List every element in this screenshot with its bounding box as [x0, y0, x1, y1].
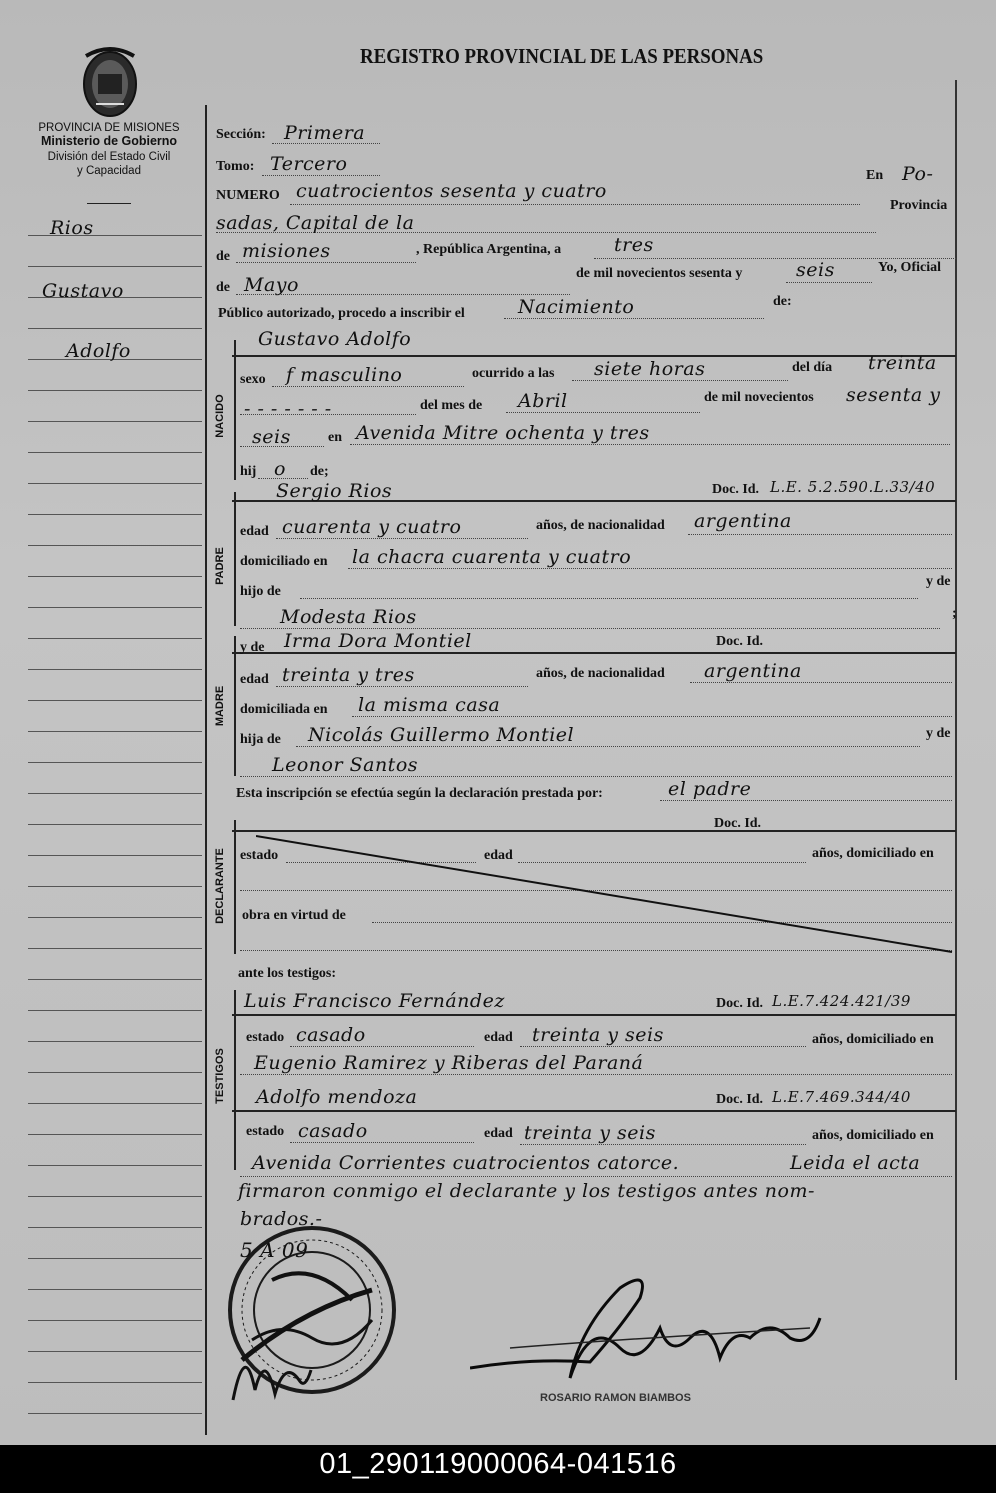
testigo-2-name: Adolfo mendoza — [256, 1086, 418, 1108]
margin-rule-line — [28, 762, 202, 763]
margin-rule-line — [28, 1382, 202, 1383]
margin-rule-line — [28, 576, 202, 577]
declarante-void-slash — [256, 834, 956, 954]
madre-y-de2-label: y de — [926, 726, 951, 741]
margin-rule-line — [28, 328, 202, 329]
margin-rule-line — [28, 824, 202, 825]
testigo-1-estado-label: estado — [246, 1030, 285, 1045]
testigo-2-doc-label: Doc. Id. — [716, 1092, 764, 1107]
testigo-1-dom-label: años, domiciliado en — [812, 1032, 934, 1047]
nacido-name: Gustavo Adolfo — [258, 328, 412, 350]
en-label: En — [866, 168, 884, 183]
lugar-value: Avenida Mitre ochenta y tres — [356, 422, 650, 444]
testigo-1-name: Luis Francisco Fernández — [244, 990, 505, 1012]
closing-line-1: Leida el acta — [790, 1152, 921, 1174]
padre-nac-label: años, de nacionalidad — [536, 518, 665, 533]
provincia-value: misiones — [242, 240, 331, 262]
madre-nac-value: argentina — [704, 660, 802, 682]
stamp-date-note: 5 A 09 — [240, 1238, 309, 1262]
padre-y-de-label: y de — [926, 574, 951, 589]
testigo-2-estado-value: casado — [298, 1120, 368, 1142]
madre-dom-label: domiciliada en — [240, 702, 328, 717]
org-line-2: Ministerio de Gobierno — [40, 134, 178, 148]
madre-y-de-label: y de — [240, 640, 265, 655]
madre-name: Irma Dora Montiel — [284, 630, 472, 652]
margin-column-rule — [205, 105, 207, 1435]
padre-progenitor: Modesta Rios — [280, 606, 417, 628]
margin-rule-line — [28, 1072, 202, 1073]
madre-edad-value: treinta y tres — [282, 664, 415, 686]
margin-rule-line — [28, 514, 202, 515]
testigo-1-edad-value: treinta y seis — [532, 1024, 664, 1046]
declarante-domicilio-label: años, domiciliado en — [812, 846, 934, 861]
madre-edad-label: edad — [240, 672, 269, 687]
padre-section-label: PADRE — [214, 547, 226, 585]
margin-rule-line — [28, 545, 202, 546]
testigo-1-estado-value: casado — [296, 1024, 366, 1046]
dia-value-2: - - - - - - - — [244, 398, 332, 420]
declaracion-value: el padre — [668, 778, 752, 800]
anio-value-1: sesenta y — [846, 384, 941, 406]
file-id-label: 01_290119000064-041516 — [319, 1448, 677, 1480]
month-value: Mayo — [244, 274, 299, 296]
madre-hija-label: hija de — [240, 732, 281, 747]
padre-doc-value: L.E. 5.2.590.L.33/40 — [770, 478, 936, 496]
margin-rule-line — [28, 886, 202, 887]
mes-label: del mes de — [420, 398, 483, 413]
testigos-intro: ante los testigos: — [238, 966, 336, 981]
padre-doc-label: Doc. Id. — [712, 482, 760, 497]
testigo-1-doc-label: Doc. Id. — [716, 996, 764, 1011]
declarante-section-label: DECLARANTE — [214, 848, 226, 924]
madre-padre-de: Nicolás Guillermo Montiel — [308, 724, 575, 746]
seccion-value: Primera — [284, 122, 366, 144]
margin-rule-line — [28, 793, 202, 794]
margin-rule-line — [28, 948, 202, 949]
testigo-1-edad-label: edad — [484, 1030, 513, 1045]
margin-rule-line — [28, 390, 202, 391]
tomo-label: Tomo: — [216, 159, 255, 174]
margin-rule-line — [28, 1165, 202, 1166]
margin-name-1: Gustavo — [42, 280, 124, 302]
testigo-2-estado-label: estado — [246, 1124, 285, 1139]
padre-hijo-label: hijo de — [240, 584, 281, 599]
numero-label: NUMERO — [216, 188, 280, 203]
margin-rule-line — [28, 1258, 202, 1259]
hijo-label: hij — [240, 464, 257, 479]
day-value: tres — [614, 234, 654, 256]
anio-label: de mil novecientos — [704, 390, 814, 405]
margin-name-2: Adolfo — [66, 340, 131, 362]
declarante-edad-label: edad — [484, 848, 513, 863]
testigos-section-label: TESTIGOS — [214, 1048, 226, 1104]
margin-rule-line — [28, 1010, 202, 1011]
declaracion-label: Esta inscripción se efectúa según la declaración prestada por: — [236, 786, 603, 801]
org-divider — [87, 203, 131, 204]
madre-dom-value: la misma casa — [358, 694, 501, 716]
madre-madre-de: Leonor Santos — [272, 754, 419, 776]
padre-edad-value: cuarenta y cuatro — [282, 516, 462, 538]
margin-rule-line — [28, 1134, 202, 1135]
margin-rule-line — [28, 700, 202, 701]
testigo-2-edad-label: edad — [484, 1126, 513, 1141]
testigo-2-dom-label: años, domiciliado en — [812, 1128, 934, 1143]
padre-name: Sergio Rios — [276, 480, 393, 502]
seccion-label: Sección: — [216, 127, 266, 142]
sexo-value: f masculino — [286, 364, 403, 386]
padre-nac-value: argentina — [694, 510, 792, 532]
sexo-label: sexo — [240, 372, 266, 387]
page-title: REGISTRO PROVINCIAL DE LAS PERSONAS — [360, 44, 764, 68]
margin-rule-line — [28, 1320, 202, 1321]
oficial-label: Yo, Oficial — [878, 260, 941, 275]
tomo-value: Tercero — [270, 153, 348, 175]
margin-rule-line — [28, 1103, 202, 1104]
testigo-2-dom-value: Avenida Corrientes cuatrocientos catorce. — [252, 1152, 680, 1174]
madre-doc-label: Doc. Id. — [716, 634, 764, 649]
padre-semicolon: ; — [952, 606, 957, 621]
year-value: seis — [796, 259, 835, 281]
margin-rule-line — [28, 1041, 202, 1042]
margin-rule-line — [28, 1196, 202, 1197]
margin-rule-line — [28, 607, 202, 608]
closing-line-2: firmaron conmigo el declarante y los testigos antes nom- — [238, 1180, 815, 1202]
testigo-2-edad-value: treinta y seis — [524, 1122, 656, 1144]
nacido-section-label: NACIDO — [214, 394, 226, 438]
margin-rule-line — [28, 1227, 202, 1228]
madre-section-label: MADRE — [214, 685, 226, 727]
acto-value: Nacimiento — [518, 296, 635, 318]
dia-value-1: treinta — [868, 352, 937, 374]
testigo-1-doc-value: L.E.7.424.421/39 — [772, 992, 911, 1010]
de3-label: de: — [773, 294, 792, 309]
margin-rule-line — [28, 421, 202, 422]
declarante-obra-label: obra en virtud de — [242, 908, 346, 923]
declarante-estado-label: estado — [240, 848, 279, 863]
lugar-en-label: en — [328, 430, 342, 445]
de-label: de — [216, 249, 230, 264]
hijo-de-label: de; — [310, 464, 329, 479]
dia-label: del día — [792, 360, 833, 375]
right-edge-rule — [955, 80, 957, 1380]
republica-label: , República Argentina, a — [416, 242, 562, 257]
signature-scribble-icon — [225, 1330, 315, 1410]
mes-value: Abril — [518, 390, 568, 412]
footer-bar — [0, 1445, 996, 1493]
margin-rule-line — [28, 855, 202, 856]
margin-rule-line — [28, 266, 202, 267]
testigo-1-dom-value: Eugenio Ramirez y Riberas del Paraná — [254, 1052, 644, 1074]
anio-value-2: seis — [252, 426, 291, 448]
margin-rule-line — [28, 669, 202, 670]
padre-dom-label: domiciliado en — [240, 554, 328, 569]
officer-signature-icon — [470, 1258, 830, 1408]
provincia-label: Provincia — [890, 198, 948, 213]
hora-value: siete horas — [594, 358, 706, 380]
org-line-3: División del Estado Civil — [47, 151, 171, 163]
margin-rule-line — [28, 731, 202, 732]
margin-rule-line — [28, 1289, 202, 1290]
testigo-2-doc-value: L.E.7.469.344/40 — [772, 1088, 911, 1106]
margin-surname: Rios — [50, 217, 94, 239]
madre-nac-label: años, de nacionalidad — [536, 666, 665, 681]
place-part-1: Po- — [902, 163, 934, 185]
margin-rule-line — [28, 1413, 202, 1414]
declarante-doc-label: Doc. Id. — [714, 816, 762, 831]
margin-rule-line — [28, 979, 202, 980]
ocurrido-label: ocurrido a las — [472, 366, 555, 381]
padre-dom-value: la chacra cuarenta y cuatro — [352, 546, 632, 568]
hijo-value: o — [274, 458, 286, 480]
place-part-2: sadas, Capital de la — [216, 212, 415, 234]
margin-rule-line — [28, 917, 202, 918]
officer-name-stamp: ROSARIO RAMON BIAMBOS — [540, 1392, 691, 1404]
numero-value: cuatrocientos sesenta y cuatro — [296, 180, 607, 202]
year-label: de mil novecientos sesenta y — [576, 266, 743, 281]
margin-rule-line — [28, 1351, 202, 1352]
margin-rule-line — [28, 483, 202, 484]
margin-rule-line — [28, 638, 202, 639]
padre-edad-label: edad — [240, 524, 269, 539]
de2-label: de — [216, 280, 230, 295]
closing-line-3: brados.- — [240, 1208, 323, 1230]
org-line-1: PROVINCIA DE MISIONES — [38, 122, 180, 134]
margin-rule-line — [28, 452, 202, 453]
provincial-crest-icon — [76, 44, 144, 120]
publico-label: Público autorizado, procedo a inscribir el — [218, 306, 465, 321]
org-line-4: y Capacidad — [77, 165, 141, 177]
